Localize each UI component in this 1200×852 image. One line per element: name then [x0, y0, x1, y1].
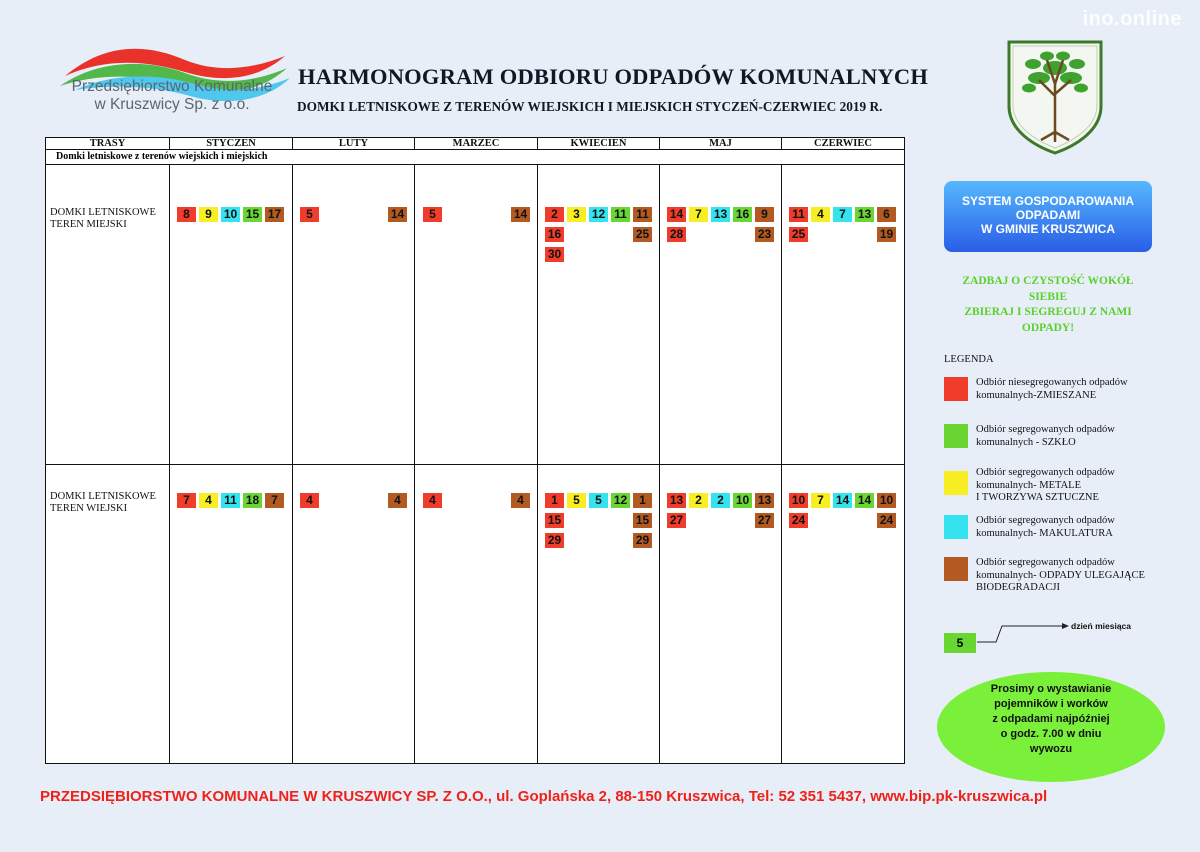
system-info-box — [944, 181, 1152, 252]
collection-day-badge: 11 — [633, 207, 652, 222]
col-divider — [537, 164, 538, 763]
collection-day-badge: 5 — [300, 207, 319, 222]
collection-day-badge: 2 — [689, 493, 708, 508]
collection-day-badge: 29 — [545, 533, 564, 548]
col-header-kwiecien: KWIECIEŃ — [570, 138, 627, 149]
notice-line5: wywozu — [1029, 743, 1073, 755]
slogan-line3: ZBIERAJ I SEGREGUJ Z NAMI — [964, 306, 1132, 318]
collection-day-badge: 6 — [877, 207, 896, 222]
collection-day-badge: 10 — [733, 493, 752, 508]
watermark: ino.online — [1082, 8, 1182, 30]
table-subheader: Domki letniskowe z terenów wiejskich i miejskich — [56, 151, 268, 162]
subheader-divider — [46, 164, 904, 165]
system-line3: W GMINIE KRUSZWICA — [981, 222, 1115, 236]
notice-line2: pojemników i worków — [994, 698, 1108, 710]
legend-line: komunalnych-ZMIESZANE — [976, 389, 1097, 401]
collection-day-badge: 11 — [789, 207, 808, 222]
col-header-styczen: STYCZEŃ — [206, 138, 256, 149]
route-label-line1: DOMKI LETNISKOWE — [50, 207, 156, 218]
legend-line: BIODEGRADACJI — [976, 582, 1060, 593]
legend-item-metal-plastic — [976, 467, 1166, 505]
collection-day-badge: 7 — [833, 207, 852, 222]
col-divider — [292, 164, 293, 763]
col-divider — [781, 164, 782, 763]
col-divider — [659, 164, 660, 763]
collection-day-badge: 11 — [221, 493, 240, 508]
collection-day-badge: 15 — [545, 513, 564, 528]
collection-day-badge: 17 — [265, 207, 284, 222]
collection-day-badge: 12 — [611, 493, 630, 508]
collection-day-badge: 9 — [755, 207, 774, 222]
collection-day-badge: 14 — [855, 493, 874, 508]
route-label-miejski — [50, 207, 156, 231]
notice-text — [937, 682, 1165, 757]
legend-item-glass — [976, 424, 1166, 449]
collection-day-badge: 10 — [877, 493, 896, 508]
route-label-wiejski — [50, 491, 156, 515]
col-header-luty: LUTY — [338, 138, 369, 149]
notice-line1: Prosimy o wystawianie — [990, 683, 1112, 695]
collection-day-badge: 8 — [177, 207, 196, 222]
legend-swatch-bio — [944, 557, 968, 581]
collection-day-badge: 27 — [755, 513, 774, 528]
schedule-table — [45, 137, 905, 764]
collection-day-badge: 28 — [667, 227, 686, 242]
collection-day-badge: 7 — [177, 493, 196, 508]
legend-line: Odbiór niesegregowanych odpadów — [976, 377, 1128, 388]
legend-line: Odbiór segregowanych odpadów — [976, 467, 1115, 478]
collection-day-badge: 19 — [877, 227, 896, 242]
system-line1: SYSTEM GOSPODAROWANIA — [961, 194, 1134, 208]
logo-line1: Przedsiębiorstwo Komunalne — [71, 78, 273, 95]
legend-swatch-glass — [944, 424, 968, 448]
notice-line4: o godz. 7.00 w dniu — [1000, 728, 1102, 740]
collection-day-badge: 2 — [711, 493, 730, 508]
collection-day-badge: 5 — [567, 493, 586, 508]
collection-day-badge: 11 — [611, 207, 630, 222]
collection-day-badge: 13 — [667, 493, 686, 508]
collection-day-badge: 30 — [545, 247, 564, 262]
legend-line: komunalnych- METALE — [976, 479, 1082, 491]
collection-day-badge: 15 — [633, 513, 652, 528]
legend-line: Odbiór segregowanych odpadów — [976, 424, 1115, 435]
collection-day-badge: 9 — [199, 207, 218, 222]
collection-day-badge: 2 — [545, 207, 564, 222]
collection-day-badge: 4 — [511, 493, 530, 508]
collection-day-badge: 4 — [199, 493, 218, 508]
legend-line: Odbiór segregowanych odpadów — [976, 515, 1115, 526]
collection-day-badge: 4 — [300, 493, 319, 508]
collection-day-badge: 16 — [545, 227, 564, 242]
legend-swatch-metal-plastic — [944, 471, 968, 495]
arrow-icon — [976, 622, 1072, 644]
legend-swatch-mixed — [944, 377, 968, 401]
day-of-month-label: dzień miesiąca — [1071, 621, 1132, 631]
route-label-line2: TEREN MIEJSKI — [50, 219, 127, 230]
legend-item-paper — [976, 515, 1166, 540]
collection-day-badge: 7 — [811, 493, 830, 508]
route-label-line2: TEREN WIEJSKI — [50, 503, 128, 514]
page-title: HARMONOGRAM ODBIORU ODPADÓW KOMUNALNYCH — [298, 64, 929, 89]
collection-day-badge: 14 — [833, 493, 852, 508]
collection-day-badge: 3 — [567, 207, 586, 222]
collection-day-badge: 23 — [755, 227, 774, 242]
collection-day-badge: 13 — [855, 207, 874, 222]
collection-day-badge: 5 — [589, 493, 608, 508]
collection-day-badge: 13 — [711, 207, 730, 222]
collection-day-badge: 27 — [667, 513, 686, 528]
col-header-maj: MAJ — [709, 138, 732, 149]
legend-line: komunalnych - SZKŁO — [976, 436, 1076, 448]
coat-of-arms-icon — [1005, 36, 1105, 156]
collection-day-badge: 4 — [388, 493, 407, 508]
collection-day-badge: 14 — [511, 207, 530, 222]
collection-day-badge: 14 — [667, 207, 686, 222]
collection-day-badge: 12 — [589, 207, 608, 222]
col-header-marzec: MARZEC — [452, 138, 500, 149]
collection-day-badge: 4 — [423, 493, 442, 508]
collection-day-badge: 10 — [221, 207, 240, 222]
legend-item-mixed — [976, 377, 1166, 402]
route-label-line1: DOMKI LETNISKOWE — [50, 491, 156, 502]
slogan-line4: ODPADY! — [1021, 321, 1075, 334]
collection-day-badge: 13 — [755, 493, 774, 508]
col-header-trasy: TRASY — [89, 138, 126, 149]
collection-day-badge: 4 — [811, 207, 830, 222]
collection-day-badge: 7 — [265, 493, 284, 508]
slogan — [934, 274, 1162, 336]
row-divider — [46, 464, 904, 465]
collection-day-badge: 1 — [633, 493, 652, 508]
legend-line: komunalnych- ODPADY ULEGAJĄCE — [976, 569, 1145, 581]
header-divider — [46, 149, 904, 150]
system-line2: ODPADAMI — [1015, 208, 1081, 222]
collection-day-badge: 25 — [789, 227, 808, 242]
col-divider — [414, 164, 415, 763]
col-divider — [169, 164, 170, 763]
legend-title: LEGENDA — [944, 354, 994, 365]
collection-day-badge: 24 — [877, 513, 896, 528]
slogan-line2: SIEBIE — [1028, 290, 1068, 303]
legend-line: Odbiór segregowanych odpadów — [976, 557, 1115, 568]
collection-day-badge: 7 — [689, 207, 708, 222]
legend-line: I TWORZYWA SZTUCZNE — [976, 492, 1099, 503]
collection-day-badge: 10 — [789, 493, 808, 508]
notice-line3: z odpadami najpóźniej — [992, 713, 1110, 725]
logo-text — [62, 78, 282, 114]
collection-day-badge: 1 — [545, 493, 564, 508]
col-header-czerwiec: CZERWIEC — [814, 138, 872, 149]
legend-line: komunalnych- MAKULATURA — [976, 527, 1113, 539]
legend-swatch-paper — [944, 515, 968, 539]
slogan-line1: ZADBAJ O CZYSTOŚĆ WOKÓŁ — [962, 275, 1134, 287]
collection-day-badge: 14 — [388, 207, 407, 222]
collection-day-badge: 5 — [423, 207, 442, 222]
logo-line2: w Kruszwicy Sp. z o.o. — [94, 96, 250, 113]
sample-day-badge: 5 — [944, 633, 976, 653]
page-subtitle: DOMKI LETNISKOWE Z TERENÓW WIEJSKICH I MIEJSKICH STYCZEŃ-CZERWIEC 2019 R. — [297, 99, 883, 114]
collection-day-badge: 18 — [243, 493, 262, 508]
collection-day-badge: 24 — [789, 513, 808, 528]
collection-day-badge: 25 — [633, 227, 652, 242]
legend-item-bio — [976, 557, 1166, 595]
footer-contact: PRZEDSIĘBIORSTWO KOMUNALNE W KRUSZWICY SP. Z O.O., ul. Goplańska 2, 88-150 Kruszwica, Tel: 52 351 5437, www.bip.pk-kruszwica.pl — [40, 788, 1048, 805]
collection-day-badge: 29 — [633, 533, 652, 548]
collection-day-badge: 16 — [733, 207, 752, 222]
collection-day-badge: 15 — [243, 207, 262, 222]
